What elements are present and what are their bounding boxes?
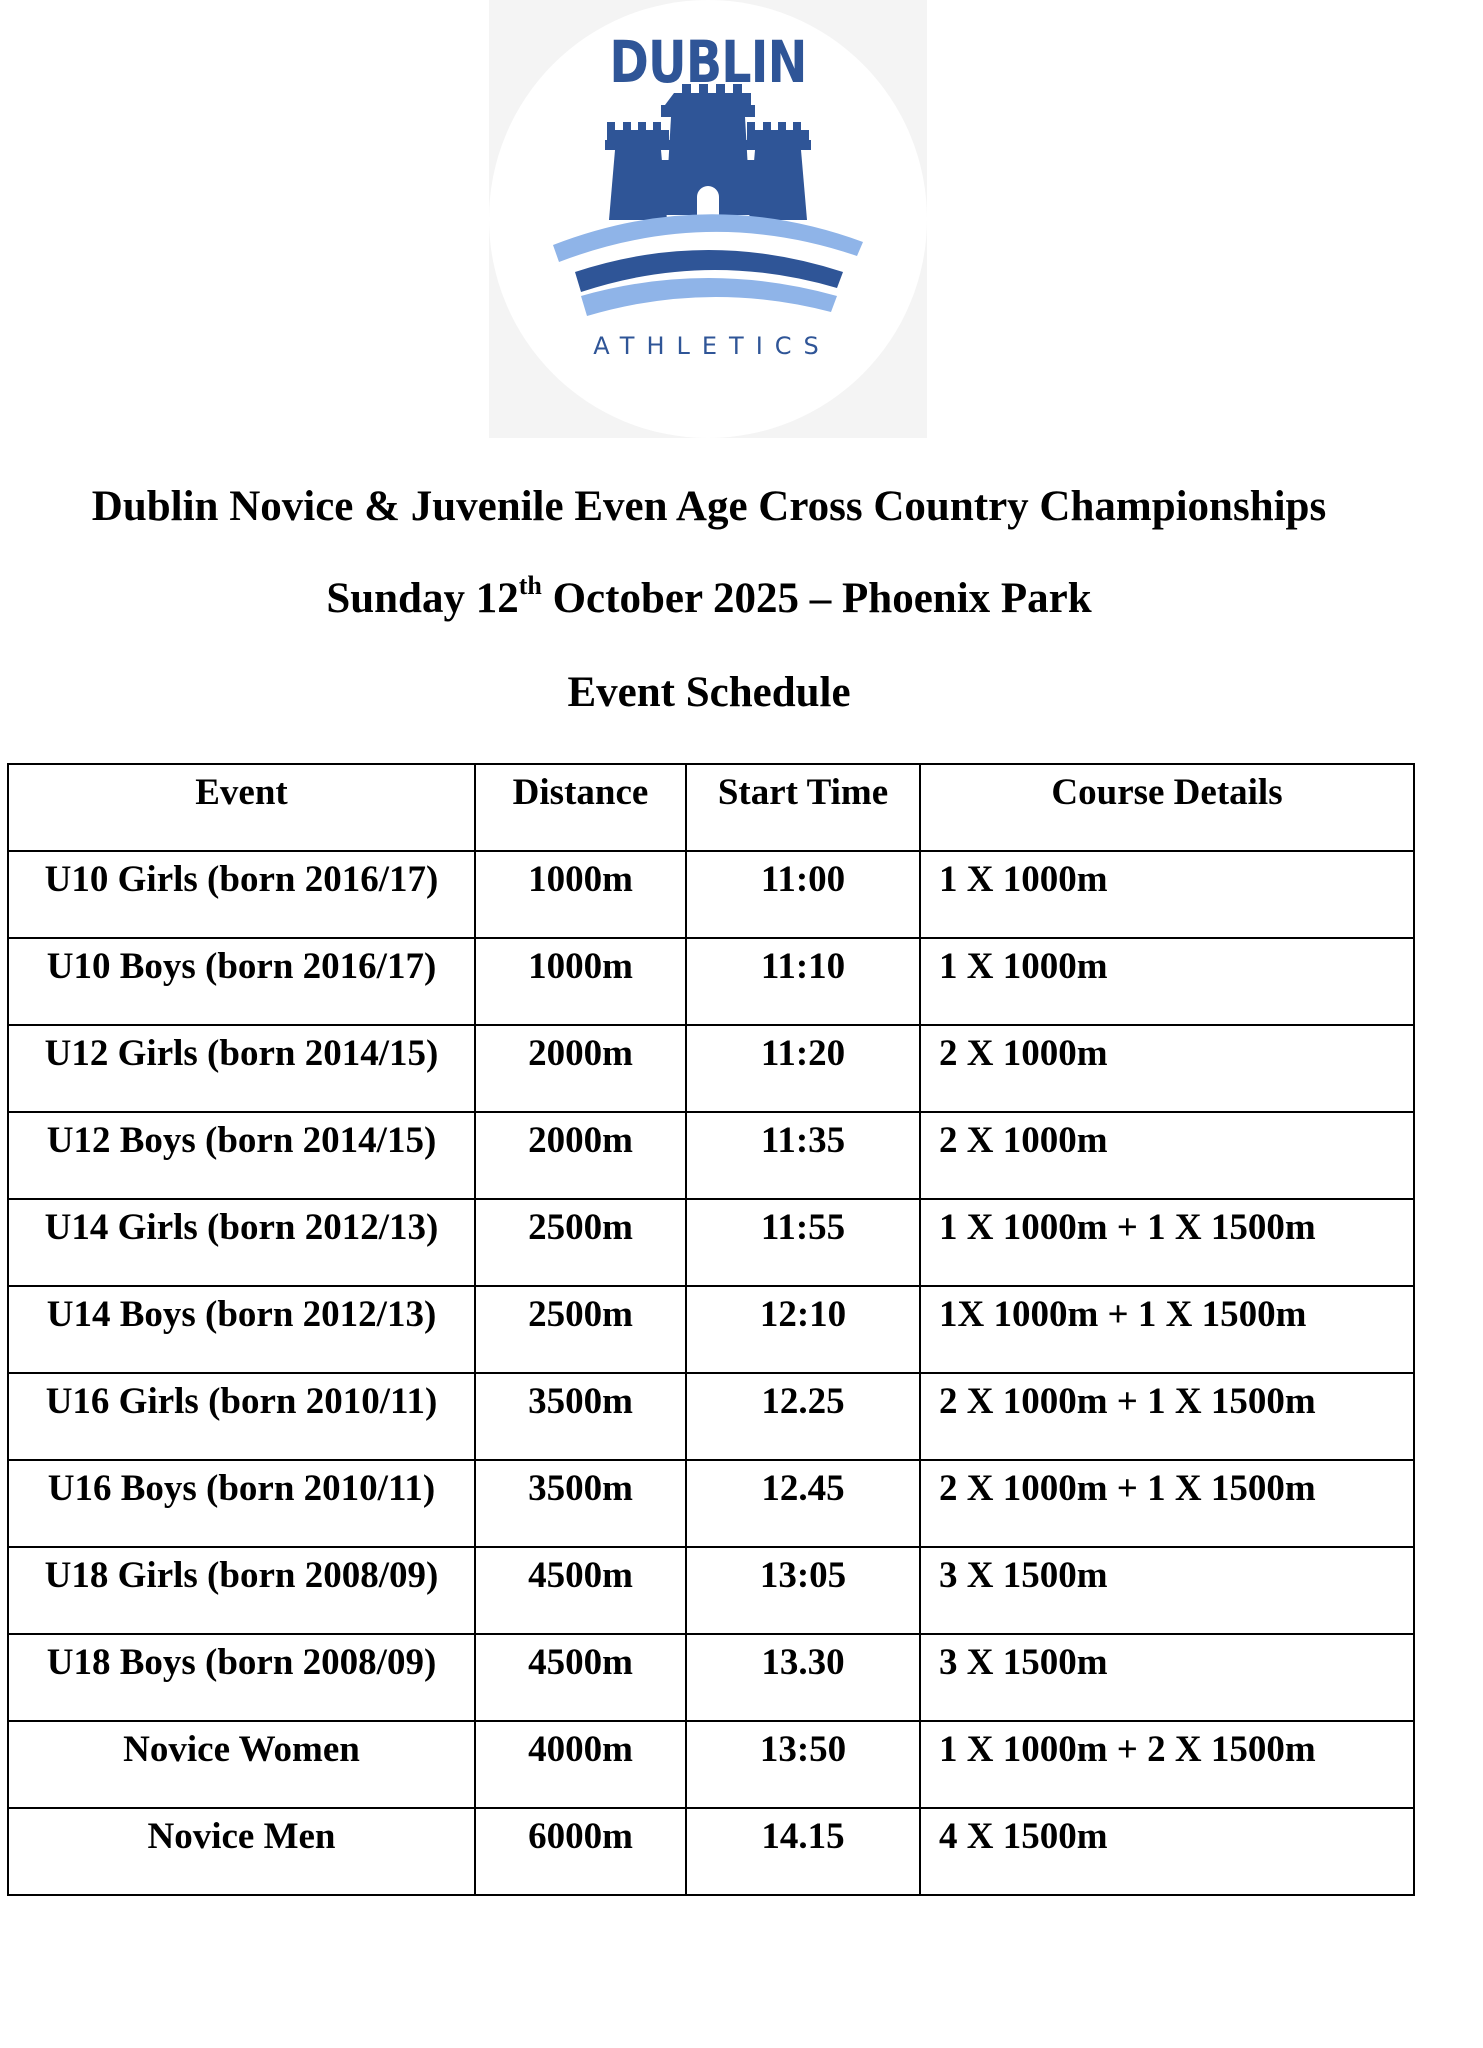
cell-distance-text: 4500m <box>528 1642 633 1683</box>
cell-course-details <box>920 1547 1414 1634</box>
logo-word-athletics: ATHLETICS <box>593 332 831 360</box>
date-ordinal-suffix: th <box>518 571 542 600</box>
cell-start-time <box>686 1808 920 1895</box>
cell-distance <box>475 1373 686 1460</box>
table-row <box>8 938 1414 1025</box>
cell-event <box>8 1373 475 1460</box>
cell-start-time <box>686 1199 920 1286</box>
cell-course-details <box>920 1373 1414 1460</box>
cell-event <box>8 1721 475 1808</box>
cell-start-time <box>686 1112 920 1199</box>
table-row <box>8 1547 1414 1634</box>
cell-event-text: U12 Boys (born 2014/15) <box>46 1120 437 1161</box>
cell-start-time <box>686 1721 920 1808</box>
cell-start-time-text: 14.15 <box>761 1816 845 1857</box>
header-distance <box>475 764 686 851</box>
cell-distance <box>475 1808 686 1895</box>
cell-event-text: U10 Girls (born 2016/17) <box>44 859 439 900</box>
cell-course-details <box>920 1721 1414 1808</box>
cell-distance <box>475 851 686 938</box>
cell-course-details <box>920 1112 1414 1199</box>
cell-course-details-text: 2 X 1000m <box>939 1033 1108 1074</box>
cell-event-text: U18 Girls (born 2008/09) <box>44 1555 439 1596</box>
schedule-heading: Event Schedule <box>567 669 851 716</box>
cell-start-time-text: 12:10 <box>759 1294 847 1335</box>
cell-course-details <box>920 1025 1414 1112</box>
cell-distance-text: 2500m <box>528 1294 633 1335</box>
cell-course-details <box>920 1634 1414 1721</box>
cell-course-details <box>920 1199 1414 1286</box>
cell-event <box>8 1634 475 1721</box>
table-row <box>8 1286 1414 1373</box>
cell-distance-text: 1000m <box>528 946 633 987</box>
header-event <box>8 764 475 851</box>
cell-distance-text: 4000m <box>528 1729 633 1770</box>
cell-event <box>8 1112 475 1199</box>
cell-event <box>8 1808 475 1895</box>
cell-course-details <box>920 1808 1414 1895</box>
cell-course-details-text: 1 X 1000m <box>939 859 1108 900</box>
cell-event-text: U18 Boys (born 2008/09) <box>46 1642 437 1683</box>
table-row <box>8 1199 1414 1286</box>
header-course-details <box>920 764 1414 851</box>
cell-course-details <box>920 1286 1414 1373</box>
event-schedule-table <box>7 763 1415 1896</box>
cell-course-details-text: 2 X 1000m <box>939 1120 1108 1161</box>
cell-course-details-text: 1 X 1000m + 1 X 1500m <box>939 1207 1316 1248</box>
cell-distance <box>475 1112 686 1199</box>
cell-event <box>8 938 475 1025</box>
cell-course-details-text: 2 X 1000m + 1 X 1500m <box>939 1381 1316 1422</box>
cell-distance <box>475 1199 686 1286</box>
cell-event <box>8 851 475 938</box>
cell-course-details <box>920 1460 1414 1547</box>
table-row <box>8 851 1414 938</box>
table-row <box>8 1025 1414 1112</box>
cell-start-time-text: 11:35 <box>760 1120 846 1161</box>
cell-start-time <box>686 1547 920 1634</box>
cell-distance <box>475 1460 686 1547</box>
table-header-row <box>8 764 1414 851</box>
cell-course-details-text: 4 X 1500m <box>939 1816 1108 1857</box>
cell-event-text: Novice Women <box>123 1729 360 1770</box>
cell-start-time-text: 12.25 <box>761 1381 845 1422</box>
cell-distance-text: 2500m <box>528 1207 633 1248</box>
cell-event-text: U14 Boys (born 2012/13) <box>46 1294 437 1335</box>
cell-start-time <box>686 938 920 1025</box>
cell-course-details-text: 2 X 1000m + 1 X 1500m <box>939 1468 1316 1509</box>
date-rest: October 2025 – Phoenix Park <box>541 575 1092 622</box>
cell-start-time-text: 13:50 <box>759 1729 847 1770</box>
table-row <box>8 1112 1414 1199</box>
cell-distance <box>475 938 686 1025</box>
cell-start-time-text: 11:55 <box>760 1207 846 1248</box>
table-row <box>8 1634 1414 1721</box>
cell-start-time <box>686 851 920 938</box>
cell-event-text: Novice Men <box>147 1816 336 1857</box>
table-row <box>8 1808 1414 1895</box>
cell-distance-text: 2000m <box>528 1033 633 1074</box>
cell-event-text: U10 Boys (born 2016/17) <box>46 946 437 987</box>
cell-event <box>8 1025 475 1112</box>
cell-start-time-text: 11:10 <box>760 946 846 987</box>
dublin-athletics-logo <box>489 0 927 438</box>
cell-course-details-text: 1 X 1000m <box>939 946 1108 987</box>
cell-course-details <box>920 851 1414 938</box>
cell-start-time-text: 11:20 <box>760 1033 846 1074</box>
cell-start-time-text: 13.30 <box>761 1642 845 1683</box>
cell-start-time <box>686 1634 920 1721</box>
cell-event <box>8 1547 475 1634</box>
cell-start-time <box>686 1286 920 1373</box>
cell-event <box>8 1286 475 1373</box>
cell-distance-text: 4500m <box>528 1555 633 1596</box>
cell-event-text: U14 Girls (born 2012/13) <box>44 1207 439 1248</box>
cell-event <box>8 1199 475 1286</box>
table-row <box>8 1460 1414 1547</box>
cell-distance-text: 1000m <box>528 859 633 900</box>
cell-distance <box>475 1025 686 1112</box>
event-date-line <box>0 571 1418 623</box>
cell-distance-text: 6000m <box>528 1816 633 1857</box>
cell-distance-text: 3500m <box>528 1468 633 1509</box>
logo-word-dublin: DUBLIN <box>609 28 807 96</box>
cell-start-time-text: 13:05 <box>759 1555 847 1596</box>
cell-start-time <box>686 1373 920 1460</box>
page-title: Dublin Novice & Juvenile Even Age Cross Country Championships <box>91 483 1327 530</box>
header-start-time-label: Start Time <box>717 772 889 813</box>
cell-distance-text: 2000m <box>528 1120 633 1161</box>
cell-event-text: U12 Girls (born 2014/15) <box>44 1033 439 1074</box>
cell-start-time-text: 12.45 <box>761 1468 845 1509</box>
cell-course-details-text: 3 X 1500m <box>939 1642 1108 1683</box>
header-course-details-label: Course Details <box>1051 772 1283 813</box>
cell-event-text: U16 Girls (born 2010/11) <box>45 1381 438 1422</box>
cell-event-text: U16 Boys (born 2010/11) <box>47 1468 436 1509</box>
table-row <box>8 1721 1414 1808</box>
cell-distance <box>475 1547 686 1634</box>
cell-distance <box>475 1721 686 1808</box>
header-start-time <box>686 764 920 851</box>
cell-course-details-text: 3 X 1500m <box>939 1555 1108 1596</box>
date-prefix: Sunday 12 <box>326 575 519 622</box>
cell-start-time <box>686 1025 920 1112</box>
header-event-label: Event <box>195 772 288 813</box>
header-distance-label: Distance <box>512 772 649 813</box>
cell-course-details-text: 1 X 1000m + 2 X 1500m <box>939 1729 1316 1770</box>
cell-start-time-text: 11:00 <box>760 859 846 900</box>
table-row <box>8 1373 1414 1460</box>
cell-distance <box>475 1286 686 1373</box>
table-body <box>8 851 1414 1895</box>
cell-start-time <box>686 1460 920 1547</box>
cell-distance <box>475 1634 686 1721</box>
cell-event <box>8 1460 475 1547</box>
cell-distance-text: 3500m <box>528 1381 633 1422</box>
cell-course-details-text: 1X 1000m + 1 X 1500m <box>939 1294 1307 1335</box>
cell-course-details <box>920 938 1414 1025</box>
